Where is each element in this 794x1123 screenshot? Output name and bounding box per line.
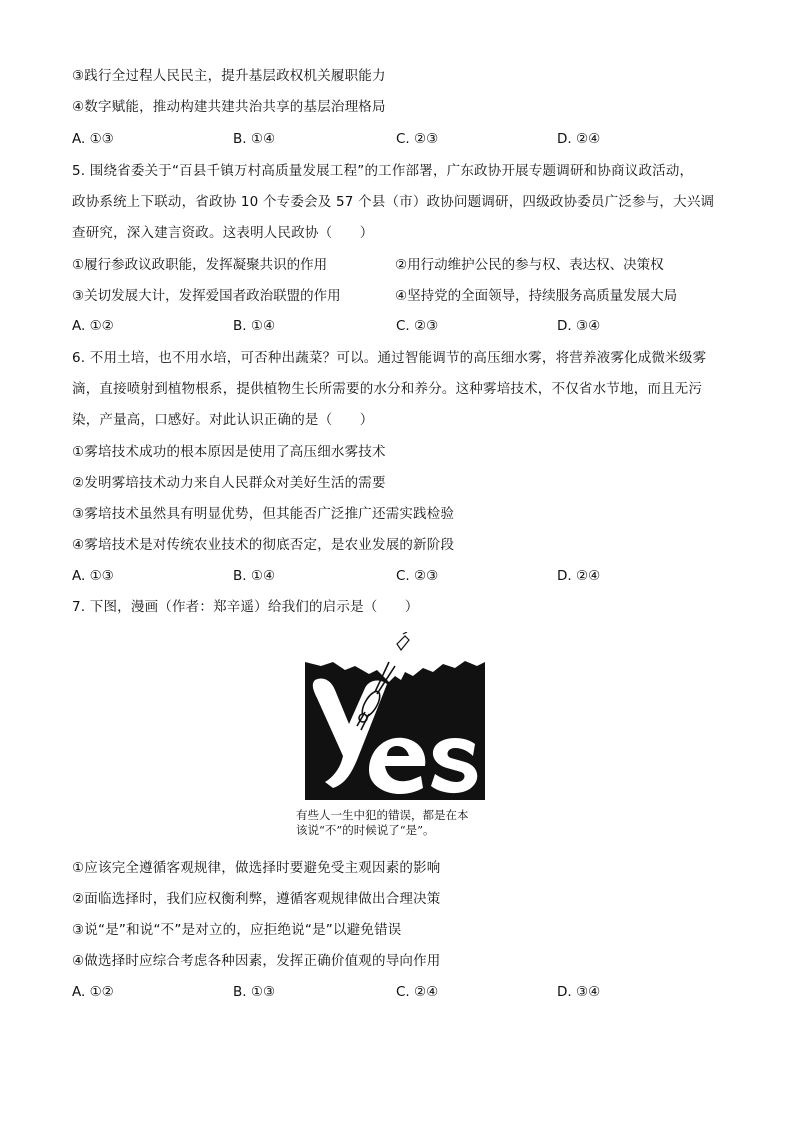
q5-option-b: B. ①④: [233, 318, 276, 334]
q5-stem-line-1: 5. 围绕省委关于“百县千镇万村高质量发展工程”的工作部署，广东政协开展专题调研和协商议政活动，: [72, 163, 694, 179]
q5-option-a: A. ①②: [72, 318, 114, 334]
q5-option-d: D. ③④: [557, 318, 601, 334]
q6-option-c: C. ②③: [396, 568, 439, 584]
q5-item-1: ①履行参政议政职能，发挥凝聚共识的作用: [72, 257, 328, 273]
q7-stem: 7. 下图，漫画（作者：郑辛遥）给我们的启示是（ ）: [72, 599, 419, 615]
q7-item-1: ①应该完全遵循客观规律，做选择时要避免受主观因素的影响: [72, 860, 441, 876]
q7-item-2: ②面临选择时，我们应权衡利弊，遵循客观规律做出合理决策: [72, 891, 441, 907]
yes-cartoon-illustration: [305, 632, 485, 807]
q4-item-4: ④数字赋能，推动构建共建共治共享的基层治理格局: [72, 99, 386, 115]
q6-item-4: ④雾培技术是对传统农业技术的彻底否定，是农业发展的新阶段: [72, 537, 455, 553]
q7-options: [72, 982, 712, 1002]
q6-stem-line-3: 染，产量高，口感好。对此认识正确的是（ ）: [72, 412, 374, 428]
q4-option-c: C. ②③: [396, 131, 439, 147]
q6-option-b: B. ①④: [233, 568, 276, 584]
q6-item-2: ②发明雾培技术动力来自人民群众对美好生活的需要: [72, 475, 386, 491]
q5-stem-line-2: 政协系统上下联动，省政协 10 个专委会及 57 个县（市）政协问题调研，四级政协委员广泛参与，大兴调: [72, 194, 715, 210]
q7-option-a: A. ①②: [72, 984, 114, 1000]
q4-option-b: B. ①④: [233, 131, 276, 147]
q6-item-1: ①雾培技术成功的根本原因是使用了高压细水雾技术: [72, 444, 386, 460]
q5-item-2: ②用行动维护公民的参与权、表达权、决策权: [395, 257, 664, 273]
q6-stem-line-1: 6. 不用土培，也不用水培，可否种出蔬菜？可以。通过智能调节的高压细水雾，将营养液雾化成微米级雾: [72, 350, 707, 366]
q6-stem-line-2: 滴，直接喷射到植物根系，提供植物生长所需要的水分和养分。这种雾培技术，不仅省水节地，而且无污: [72, 381, 703, 397]
q5-stem-line-3: 查研究，深入建言资政。这表明人民政协（ ）: [72, 225, 374, 241]
q5-item-4: ④坚持党的全面领导，持续服务高质量发展大局: [395, 288, 678, 304]
q6-option-a: A. ①③: [72, 568, 114, 584]
q7-option-b: B. ①③: [233, 984, 276, 1000]
q7-item-4: ④做选择时应综合考虑各种因素，发挥正确价值观的导向作用: [72, 953, 441, 969]
q7-option-d: D. ③④: [557, 984, 601, 1000]
q4-option-d: D. ②④: [557, 131, 601, 147]
cartoon-bottom-margin: [305, 800, 485, 807]
q4-options: [72, 129, 712, 149]
cartoon-caption-line-2: 该说“不”的时候说了“是”。: [296, 823, 435, 837]
q7-item-3: ③说“是”和说“不”是对立的，应拒绝说“是”以避免错误: [72, 922, 402, 938]
q4-option-a: A. ①③: [72, 131, 114, 147]
q5-options: [72, 316, 712, 336]
cartoon-caption-line-1: 有些人一生中犯的错误，都是在本: [296, 808, 469, 822]
q6-item-3: ③雾培技术虽然具有明显优势，但其能否广泛推广还需实践检验: [72, 506, 455, 522]
q5-option-c: C. ②③: [396, 318, 439, 334]
q6-options: [72, 566, 712, 586]
q7-option-c: C. ②④: [396, 984, 439, 1000]
q4-item-3: ③践行全过程人民民主，提升基层政权机关履职能力: [72, 68, 386, 84]
q5-item-3: ③关切发展大计，发挥爱国者政治联盟的作用: [72, 288, 341, 304]
q6-option-d: D. ②④: [557, 568, 601, 584]
